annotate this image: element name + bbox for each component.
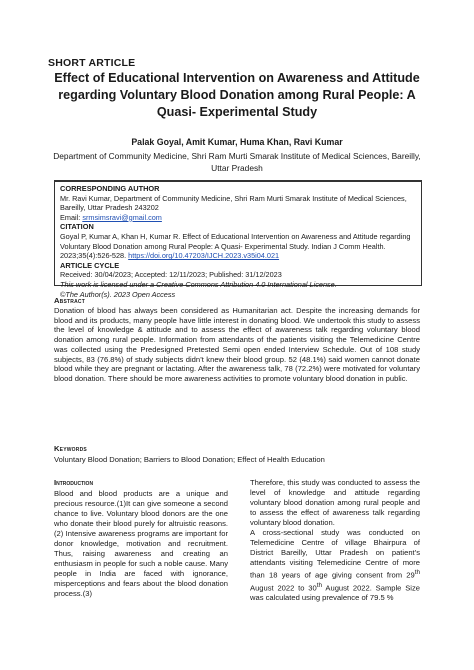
methods-text-mid: August 2022 to 30 (250, 583, 317, 593)
author-list: Palak Goyal, Amit Kumar, Huma Khan, Ravi Kumar (131, 137, 343, 147)
citation-block (60, 232, 417, 261)
methods-text-end: August 2022. Sample Size was calculated using prevalence of 79.5 % (250, 583, 420, 603)
corresponding-author-heading: CORRESPONDING AUTHOR (60, 184, 160, 193)
ordinal-sup-2: th (316, 581, 323, 589)
article-cycle-text: Received: 30/04/2023; Accepted: 12/11/2023; Published: 31/12/2023 (60, 270, 282, 280)
abstract-heading: Abstract (54, 296, 85, 305)
citation-text: Goyal P, Kumar A, Khan H, Kumar R. Effect of Educational Intervention on Awareness and Attitude regarding Voluntary Blood Donation among Rural People: A Quasi- Experimental Study. Indian J Comm Health. 2023;35(4):526-528. (60, 231, 411, 261)
left-column (54, 478, 228, 599)
license-text: This work is licensed under a Creative Commons Attribution 4.0 International License. (60, 279, 337, 289)
keywords-heading: Keywords (54, 444, 87, 453)
right-paragraph-2 (250, 528, 420, 603)
article-title: Effect of Educational Intervention on Awareness and Attitude regarding Voluntary Blood Donation among Rural People: A Quasi- Experimental Study (54, 71, 420, 119)
article-info-box (54, 180, 422, 299)
article-cycle-heading: ARTICLE CYCLE (60, 260, 120, 270)
right-column (250, 478, 420, 603)
keywords-text: Voluntary Blood Donation; Barriers to Blood Donation; Effect of Health Education (54, 455, 325, 464)
introduction-text: Blood and blood products are a unique and precious resource.(1)It can give someone a second chance to live. Voluntary blood donors are the one who donate their blood purely for altruistic reasons.(2) Intensive awareness programs are important for donor knowledge, motivation and recruitment. Thus, raising awareness and creating an enthusiasm in people for such a noble cause. Many people in India are faced with ignorance, misperceptions and fears about the blood donation process.(3) (54, 489, 228, 598)
email-label: Email: (60, 212, 83, 222)
corresponding-author-text: Mr. Ravi Kumar, Department of Community Medicine, Shri Ram Murti Smarak Institute of Medical Sciences, Bareilly, Uttar Pradesh 243202 (60, 193, 407, 213)
doi-link[interactable]: https://doi.org/10.47203/IJCH.2023.v35i04.021 (128, 251, 280, 261)
methods-text-start: A cross-sectional study was conducted on Telemedicine Centre of village Bhairpura of District Bareilly, Uttar Pradesh on patient’s attendants visiting Telemedicine Centre of more than 18 years of age giving consent from 29 (250, 528, 420, 580)
ordinal-sup-1: th (414, 569, 420, 576)
affiliation: Department of Community Medicine, Shri Ram Murti Smarak Institute of Medical Sciences, Bareilly, Uttar Pradesh (53, 151, 421, 173)
copyright-text: ©The Author(s). 2023 Open Access (60, 289, 176, 299)
email-link[interactable]: srmsimsravi@gmail.com (82, 212, 162, 222)
right-paragraph-1: Therefore, this study was conducted to assess the level of knowledge and attitude regarding voluntary blood donation among rural people and to assess the effect of awareness talk regarding voluntary blood donation. (250, 478, 420, 527)
citation-heading: CITATION (60, 222, 94, 232)
article-type: SHORT ARTICLE (48, 57, 136, 69)
abstract-text: Donation of blood has always been considered as Humanitarian act. Despite the increasing demands for blood and its products, many people have little interest in donating blood. We undertook this study to assess the level of knowledge & attitude and to assess the effect of awareness talk regarding voluntary blood donation among rural people. Information from attendants of the patients visiting the Telemedicine Centre was collected using the Predesigned Pretested Semi open ended Interview Schedule. Out of 108 study subjects, 83 (76.8%) of study subjects didn’t knew their blood group. 52 (48.1%) said women cannot donate blood while they are pregnant or lactating. After the awareness talk, 78 (72.2%) were motivated for voluntary blood donation. There should be more awareness activities to promote voluntary blood donation in public. (54, 306, 420, 383)
email-line (60, 213, 417, 223)
introduction-heading: Introduction (54, 478, 94, 487)
